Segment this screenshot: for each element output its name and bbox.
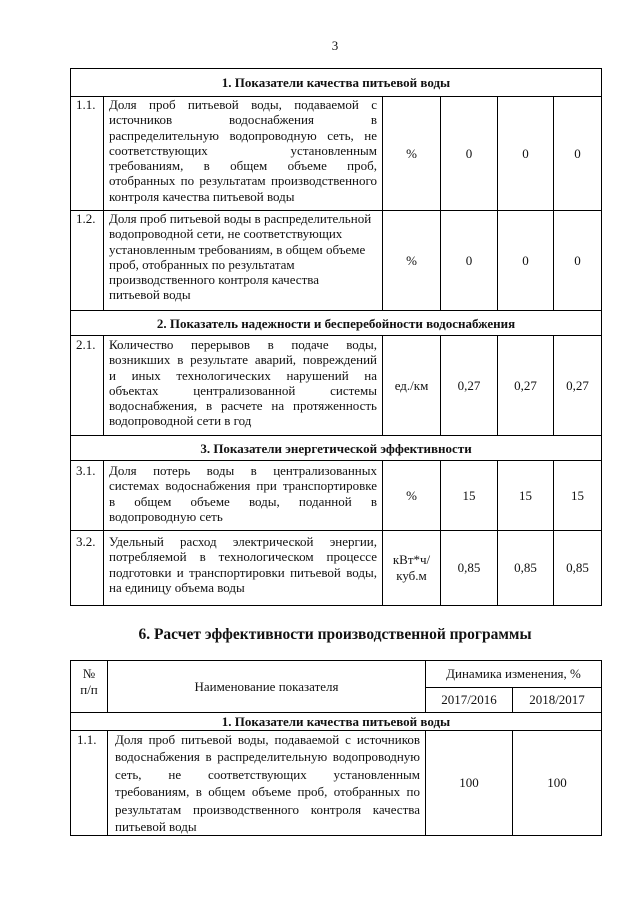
indicator-name (104, 531, 383, 606)
indicator-name (104, 97, 383, 211)
indicator-name-line: отобранных по результатам производственного (109, 173, 377, 189)
header-number (71, 661, 108, 713)
indicator-name-line: возникших в результате аварий, повреждений (109, 352, 377, 368)
value-cell: 0,85 (441, 531, 498, 606)
section-row (71, 436, 602, 461)
indicator-name-line: в общем объеме воды, поданной в (109, 493, 377, 509)
indicator-name-line: проб, отобранных по результатам (109, 256, 295, 272)
indicator-name (108, 731, 426, 836)
indicator-name-line: контроля качества питьевой воды (109, 188, 295, 204)
value-cell: 0 (441, 211, 498, 311)
indicator-name-line: водоснабжения, в расчете на протяженность (109, 398, 377, 414)
section-title: 2. Показатель надежности и бесперебойности водоснабжения (71, 311, 602, 336)
indicator-name (104, 336, 383, 436)
value-cell: 100 (513, 731, 602, 836)
indicator-name-line: питьевой воды (115, 819, 197, 835)
indicator-name-line: и иных технологических нарушений на (109, 367, 377, 383)
efficiency-table (70, 660, 602, 836)
header-dynamics: Динамика изменения, % (426, 661, 602, 688)
value-cell: 0,27 (441, 336, 498, 436)
indicator-name-line: объектах централизованной системы (109, 382, 377, 398)
indicator-name-line: источников водоснабжения в (109, 112, 377, 128)
unit-cell: % (383, 211, 441, 311)
row-number: 1.2. (71, 211, 104, 311)
unit-cell: % (383, 461, 441, 531)
header-period: 2017/2016 (426, 688, 513, 713)
section-title: 3. Показатели энергетической эффективности (71, 436, 602, 461)
value-cell: 100 (426, 731, 513, 836)
indicator-name-line: водоснабжения в распределительную водопроводную (115, 749, 420, 765)
section-heading: 6. Расчет эффективности производственной программы (138, 626, 532, 643)
indicator-name-line: требованиям, в общем объеме проб, отобранных по (115, 784, 420, 800)
indicator-name-line: водопроводную сеть (109, 508, 223, 524)
indicator-row (71, 97, 602, 211)
value-cell: 0,27 (554, 336, 602, 436)
indicator-name-line: на единицу объема воды (109, 579, 245, 595)
value-cell: 15 (441, 461, 498, 531)
indicator-name-line: Доля проб питьевой воды, подаваемой с (109, 97, 377, 112)
indicator-row (71, 461, 602, 531)
value-cell: 0 (498, 211, 554, 311)
indicator-row (71, 731, 602, 836)
indicator-name-line: Доля потерь воды в централизованных (109, 463, 377, 478)
page-number: 3 (331, 38, 339, 53)
indicator-name-line: потребляемой в технологическом процессе (109, 549, 377, 565)
value-cell: 0 (554, 97, 602, 211)
indicator-name-line: Доля проб питьевой воды в распределительной (109, 211, 372, 226)
row-number: 3.2. (71, 531, 104, 606)
value-cell: 0 (441, 97, 498, 211)
indicator-name-line: распределительную водопроводную сеть, не (109, 127, 377, 143)
indicator-name (104, 211, 383, 311)
section-title: 1. Показатели качества питьевой воды (71, 69, 602, 97)
indicator-name-line: требованиям, в общем объеме проб, (109, 158, 377, 174)
indicator-row (71, 211, 602, 311)
indicator-name-line: Доля проб питьевой воды, подаваемой с источников (115, 732, 420, 747)
indicator-row (71, 336, 602, 436)
value-cell: 0,27 (498, 336, 554, 436)
unit-cell: % (383, 97, 441, 211)
header-row (71, 661, 602, 688)
section-row (71, 311, 602, 336)
value-cell: 15 (498, 461, 554, 531)
indicator-name-line: питьевой воды (109, 287, 191, 303)
value-cell: 0,85 (554, 531, 602, 606)
row-number: 1.1. (71, 97, 104, 211)
indicator-name-line: результатам производственного контроля качества (115, 801, 420, 817)
value-cell: 0,85 (498, 531, 554, 606)
section-row (71, 713, 602, 731)
indicator-name-line: Удельный расход электрической энергии, (109, 534, 377, 549)
unit-cell: кВт*ч/ куб.м (383, 531, 441, 606)
header-period: 2018/2017 (513, 688, 602, 713)
unit-cell: ед./км (383, 336, 441, 436)
indicator-name-line: сеть, не соответствующих установленным (115, 766, 420, 782)
header-number-symbol: № (82, 666, 96, 681)
value-cell: 0 (554, 211, 602, 311)
section-row (71, 69, 602, 97)
indicator-name-line: производственного контроля качества (109, 272, 319, 288)
indicator-row (71, 531, 602, 606)
indicator-name-line: водопроводной сети, не соответствующих (109, 226, 343, 242)
value-cell: 0 (498, 97, 554, 211)
row-number: 3.1. (71, 461, 104, 531)
header-number-abbr: п/п (80, 682, 98, 697)
indicators-table (70, 68, 602, 606)
header-name: Наименование показателя (108, 661, 426, 713)
row-number: 1.1. (71, 731, 108, 836)
indicator-name-line: системах водоснабжения при транспортировке (109, 478, 377, 494)
indicator-name-line: Количество перерывов в подаче воды, (109, 337, 377, 352)
indicator-name-line: соответствующих установленным (109, 142, 377, 158)
indicator-name-line: водопроводной сети в год (109, 413, 252, 429)
value-cell: 15 (554, 461, 602, 531)
row-number: 2.1. (71, 336, 104, 436)
section-title: 1. Показатели качества питьевой воды (71, 713, 602, 731)
indicator-name (104, 461, 383, 531)
indicator-name-line: установленным требованиям, в общем объеме (109, 241, 366, 257)
indicator-name-line: подготовки и транспортировки питьевой воды, (109, 564, 377, 580)
